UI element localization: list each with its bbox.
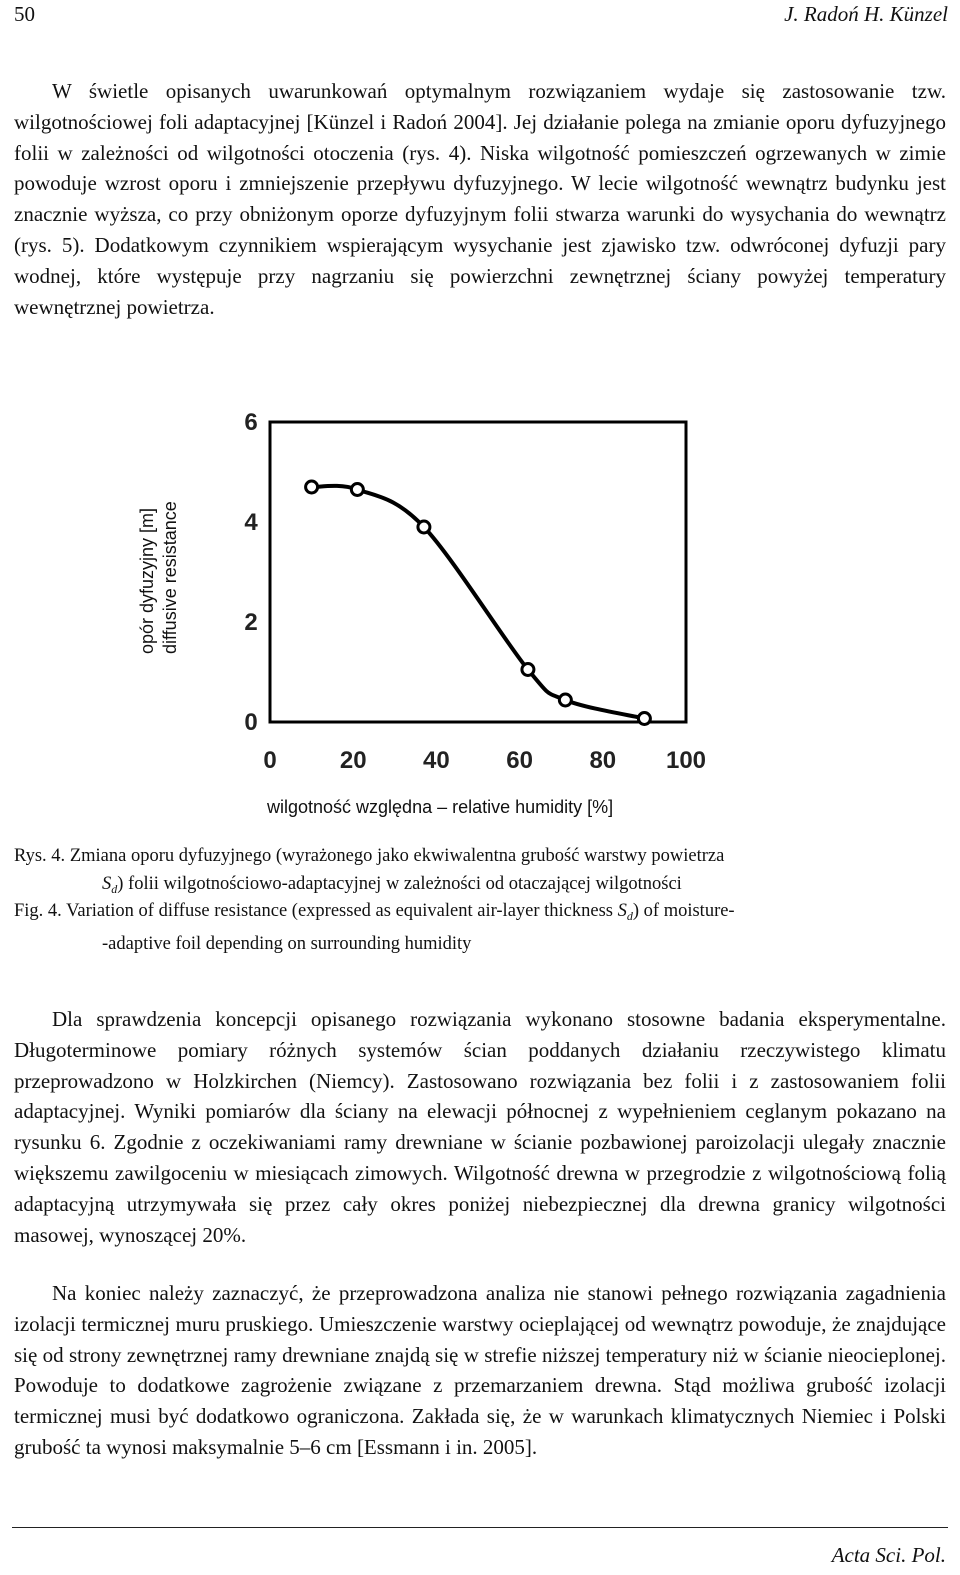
chart-axes <box>270 422 686 722</box>
page-number: 50 <box>14 2 35 26</box>
paragraph-conclusion: Na koniec należy zaznaczyć, że przeprowadzona analiza nie stanowi pełnego rozwiązania zagadnienia izolacji termicznej muru pruskiego. Umieszczenie warstwy ocieplającej od wewnątrz powoduje, że znajdujące się od strony zewnętrznej ramy drewniane znajdą się w strefie niższej temperatury niż w ścianie nieocieplonej. Powoduje to dodatkowe zagrożenie związane z przemarzaniem drewna. Stąd możliwa grubość izolacji termicznej musi być dodatkowo ograniczona. Zakłada się, że w warunkach klimatycznych Niemiec i Polski grubość ta wynosi maksymalnie 5–6 cm [Essmann i in. 2005]. <box>14 1281 946 1459</box>
footer-journal-name: Acta Sci. Pol. <box>831 1543 946 1567</box>
y-tick-label: 4 <box>244 509 258 536</box>
x-tick-label: 100 <box>665 747 707 774</box>
data-point <box>559 694 571 706</box>
y-tick-label: 2 <box>244 609 258 636</box>
chart-series <box>306 481 651 725</box>
data-point <box>351 484 363 496</box>
caption-pl-line2: ) folii wilgotnościowo-adaptacyjnej w zależności od otaczającej wilgotności <box>117 873 682 894</box>
y-axis-label <box>136 501 182 654</box>
x-tick-label: 20 <box>339 747 367 774</box>
paragraph-experiments: Dla sprawdzenia koncepcji opisanego rozwiązania wykonano stosowne badania eksperymentalne. Długoterminowe pomiary różnych systemów ścian poddanych działaniu rzeczywistego klimatu przeprowadzono w Holzkirchen (Niemcy). Zastosowano rozwiązania bez folii i z zastosowaniem folii adaptacyjnej. Wyniki pomiarów dla ściany na elewacji północnej z wypełnieniem ceglanym pokazano na rysunku 6. Zgodnie z oczekiwaniami ramy drewniane w ścianie pozbawionej paroizolacji ulegały znacznie większemu zawilgoceniu w miesiącach zimowych. Wilgotność drewna w przegrodzie z wilgotnościową folią adaptacyjną utrzymywała się przez cały okres poniżej niebezpiecznej dla drewna granicy wilgotności masowej, wynoszącej 20%. <box>14 1007 946 1247</box>
diffusion-resistance-chart <box>130 390 770 830</box>
y-tick-label: 6 <box>244 409 258 436</box>
caption-en-line1-end: ) of moisture- <box>632 901 735 921</box>
data-point <box>418 521 430 533</box>
x-tick-label: 80 <box>589 747 617 774</box>
figure-4 <box>130 390 770 830</box>
y-axis-label-english: diffusive resistance <box>160 501 180 654</box>
caption-pl-line1: Zmiana oporu dyfuzyjnego (wyrażonego jako ekwiwalentna grubość warstwy powietrza <box>69 846 725 866</box>
caption-pl-symbol: S <box>102 873 112 894</box>
data-point <box>522 664 534 676</box>
running-header-authors: J. Radoń H. Künzel <box>784 2 948 26</box>
caption-pl-prefix: Rys. 4. <box>14 846 66 866</box>
series-line <box>312 486 645 719</box>
chart-tick-labels <box>244 409 706 774</box>
figure-caption-english <box>14 898 946 958</box>
figure-caption-polish <box>14 843 946 903</box>
plot-frame <box>270 422 686 722</box>
x-tick-label: 0 <box>263 747 277 774</box>
x-axis-label: wilgotność względna – relative humidity [%] <box>267 797 614 817</box>
paragraph-intro: W świetle opisanych uwarunkowań optymalnym rozwiązaniem wydaje się zastosowanie tzw. wilgotnościowej foli adaptacyjnej [Künzel i Radoń 2004]. Jej działanie polega na zmianie oporu dyfuzyjnego folii w zależności od wilgotności otoczenia (rys. 4). Niska wilgotność pomieszczeń ogrzewanych w zimie powoduje wzrost oporu i zmniejszenie przepływu dyfuzyjnego. W lecie wilgotność wewnątrz budynku jest znacznie wyższa, co przy obniżonym oporze dyfuzyjnym folii stwarza warunki do wysychania do wewnątrz (rys. 5). Dodatkowym czynnikiem wspierającym wysychanie jest zjawisko tzw. odwróconej dyfuzji pary wodnej, które występuje przy nagrzaniu się powierzchni zewnętrznej ściany powyżej temperatury wewnętrznej powietrza. <box>14 79 946 319</box>
caption-en-line1: Variation of diffuse resistance (expressed as equivalent air-layer thickness <box>66 901 613 921</box>
caption-en-prefix: Fig. 4. <box>14 901 62 921</box>
data-point <box>638 713 650 725</box>
caption-pl-subscript: d <box>111 881 118 896</box>
caption-en-symbol: S <box>617 901 627 921</box>
y-tick-label: 0 <box>244 709 258 736</box>
y-axis-label-polish: opór dyfuzyjny [m] <box>137 507 157 654</box>
data-point <box>306 481 318 493</box>
x-tick-label: 60 <box>506 747 533 774</box>
footer-rule <box>12 1527 948 1528</box>
caption-en-subscript: d <box>626 909 633 923</box>
caption-en-line2: -adaptive foil depending on surrounding humidity <box>102 933 472 954</box>
x-tick-label: 40 <box>423 747 450 774</box>
